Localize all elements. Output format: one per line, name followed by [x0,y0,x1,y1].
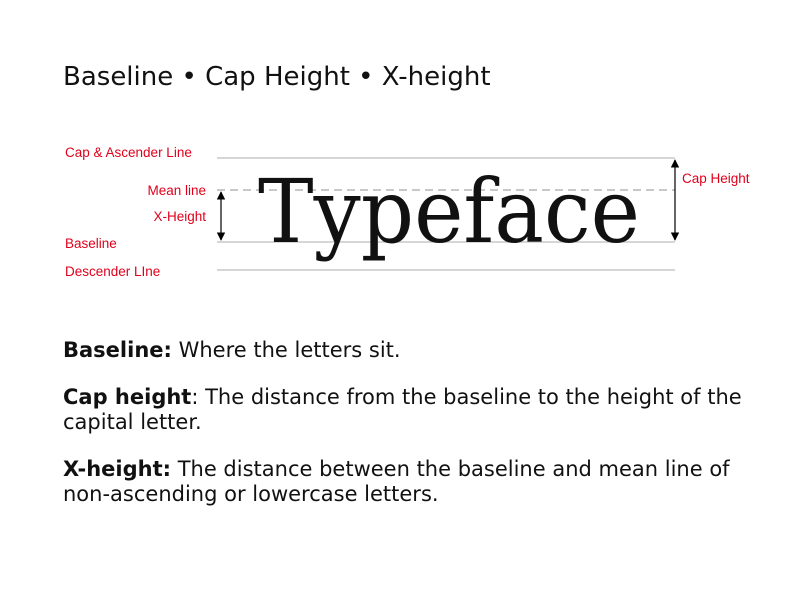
x-height-label: X-Height [153,209,206,224]
definition-cap-height [63,385,763,435]
specimen-text: Typeface [258,160,640,263]
definitions [63,338,763,529]
cap-height-label: Cap Height [682,171,750,186]
definition-text: The distance between the baseline and mean line of non-ascending or lowercase letters. [63,457,730,506]
definition-baseline [63,338,763,363]
definition-x-height [63,457,763,507]
definition-text: Where the letters sit. [171,338,401,362]
definition-term: Baseline: [63,338,172,362]
definition-term: Cap height [63,385,192,409]
page-title: Baseline • Cap Height • X-height [63,62,491,92]
definition-text: : The distance from the baseline to the height of the capital letter. [63,385,742,434]
cap-ascender-label: Cap & Ascender Line [65,145,192,160]
descender-line-label: Descender LIne [65,264,161,279]
baseline-label: Baseline [65,236,117,251]
definition-term: X-height: [63,457,172,481]
mean-line-label: Mean line [147,183,206,198]
